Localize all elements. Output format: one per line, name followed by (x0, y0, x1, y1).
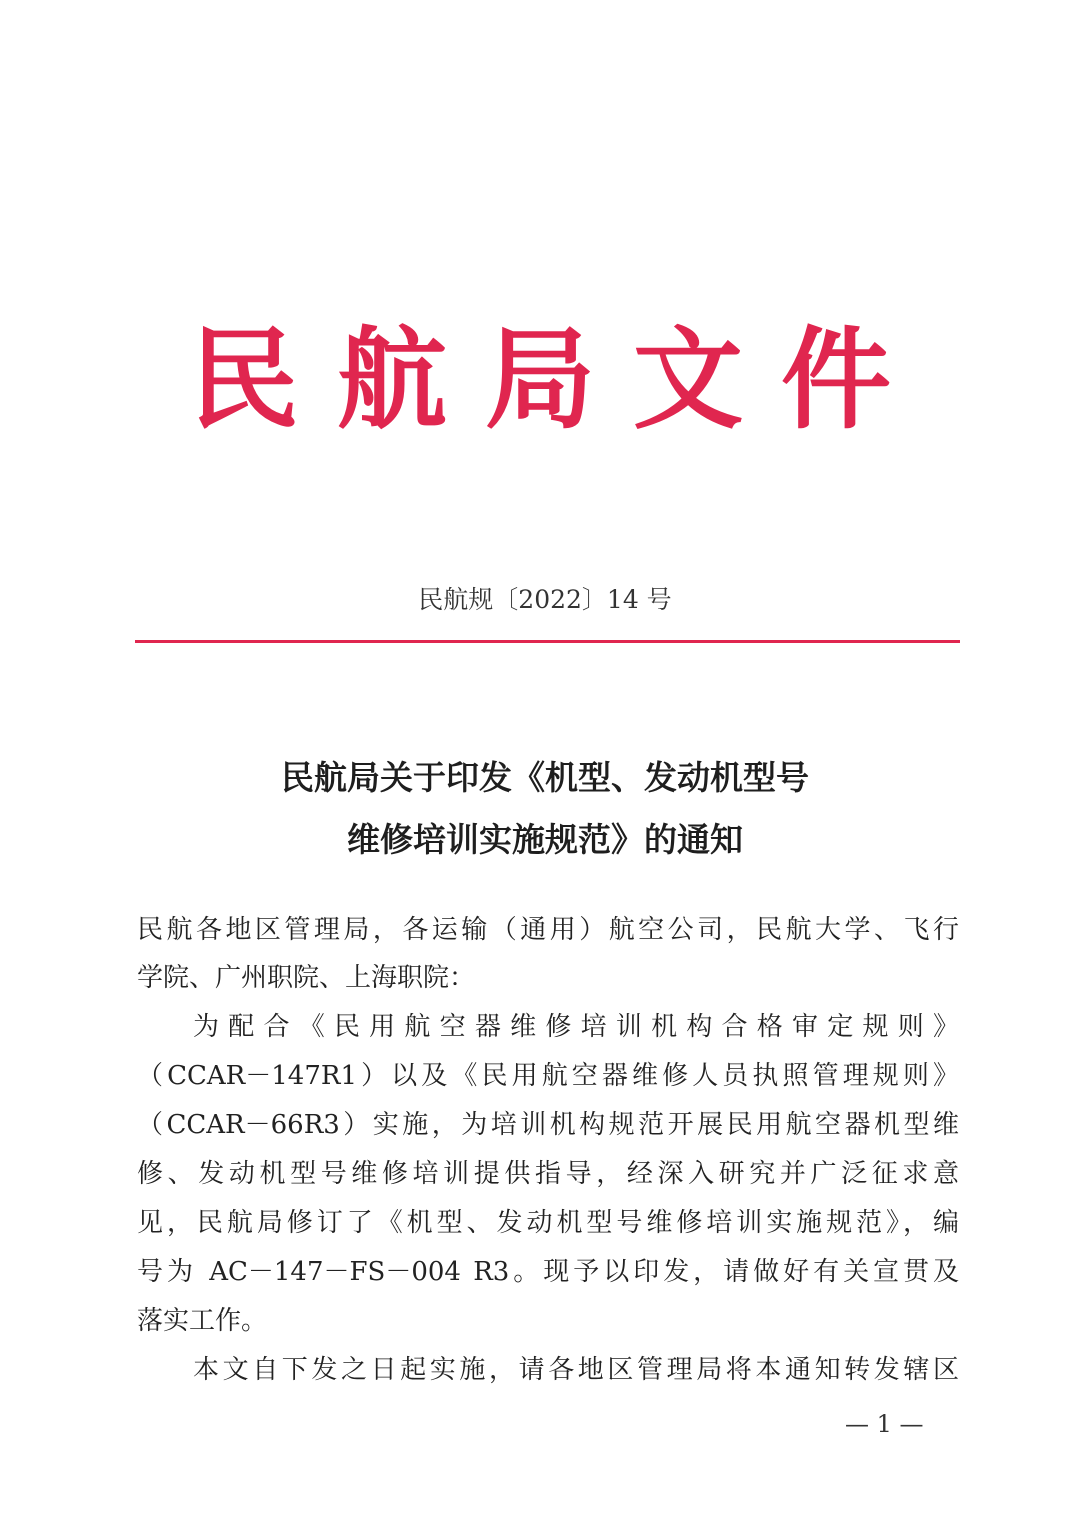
notice-title-line-2: 维修培训实施规范》的通知 (347, 820, 743, 859)
body-line-5: （CCAR－66R3）实施，为培训机构规范开展民用航空器机型维 (137, 1110, 959, 1140)
body-line-6: 修、发动机型号维修培训提供指导，经深入研究并广泛征求意 (137, 1159, 959, 1189)
body-line-1: 民航各地区管理局，各运输（通用）航空公司，民航大学、飞行 (137, 915, 959, 945)
body-line-3: 为配合《民用航空器维修培训机构合格审定规则》 (193, 1012, 959, 1042)
masthead-title: 民航局文件 (189, 315, 929, 444)
body-line-4: （CCAR－147R1）以及《民用航空器维修人员执照管理规则》 (137, 1061, 959, 1091)
document-number: 民航规〔2022〕14 号 (418, 585, 672, 614)
body-line-7: 见，民航局修订了《机型、发动机型号维修培训实施规范》，编 (137, 1208, 959, 1238)
body-line-9: 落实工作。 (137, 1306, 268, 1336)
red-divider-line (135, 640, 960, 643)
notice-title-line-1: 民航局关于印发《机型、发动机型号 (281, 758, 809, 797)
body-line-10: 本文自下发之日起实施，请各地区管理局将本通知转发辖区 (193, 1355, 959, 1385)
page-number: — 1 — (845, 1410, 924, 1438)
body-line-8: 号为 AC－147－FS－004 R3。现予以印发，请做好有关宣贯及 (137, 1257, 959, 1287)
body-line-2: 学院、广州职院、上海职院： (137, 963, 476, 993)
